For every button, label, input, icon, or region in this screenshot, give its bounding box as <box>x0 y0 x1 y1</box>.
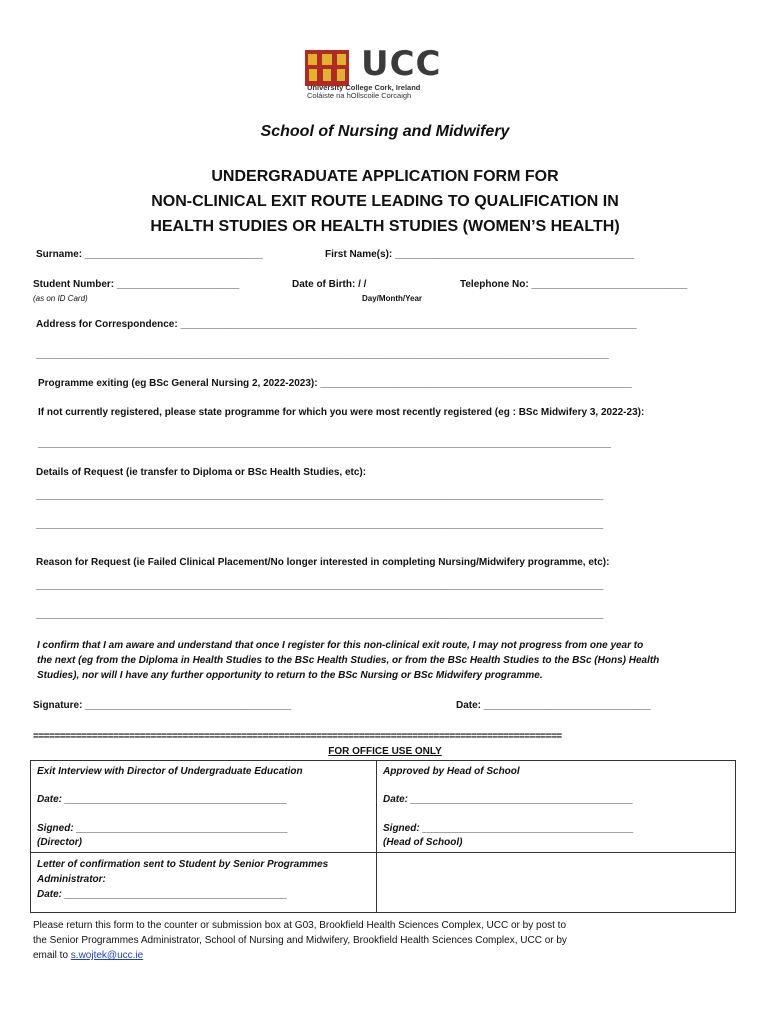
head-role: (Head of School) <box>383 837 463 848</box>
footer-line3 <box>33 950 143 961</box>
student-number-field[interactable]: Student Number: ______________________ <box>33 279 240 290</box>
exit-interview-title: Exit Interview with Director of Undergraduate Education <box>37 766 303 777</box>
details-line1[interactable]: ______________________________________________________________________________________________________ <box>36 490 604 501</box>
form-title-line2: NON-CLINICAL EXIT ROUTE LEADING TO QUALIFICATION IN <box>151 193 619 210</box>
school-name: School of Nursing and Midwifery <box>260 123 510 140</box>
signature-field[interactable]: Signature: _____________________________________ <box>33 700 292 711</box>
reason-line1[interactable]: ______________________________________________________________________________________________________ <box>36 580 604 591</box>
table-divider-vertical <box>376 761 377 913</box>
footer-line1: Please return this form to the counter or submission box at G03, Brookfield Health Sciences Complex, UCC or by post to <box>33 920 567 931</box>
section-divider: =================================================================================================== <box>33 731 562 742</box>
director-signed-field[interactable]: Signed: ______________________________________ <box>37 823 288 834</box>
confirmation-line2: the next (eg from the Diploma in Health Studies to the BSc Health Studies, or from the BSc Health Studies to the BSc (Hons) Health <box>37 655 660 666</box>
details-line2[interactable]: ______________________________________________________________________________________________________ <box>36 519 604 530</box>
first-names-field[interactable]: First Name(s): ___________________________________________ <box>325 249 635 260</box>
form-title-line3: HEALTH STUDIES OR HEALTH STUDIES (WOMEN’S HEALTH) <box>150 218 620 235</box>
footer-line2: the Senior Programmes Administrator, School of Nursing and Midwifery, Brookfield Health Sciences Complex, UCC or by <box>33 935 567 946</box>
office-use-heading: FOR OFFICE USE ONLY <box>328 746 442 757</box>
form-title-line1: UNDERGRADUATE APPLICATION FORM FOR <box>211 168 559 185</box>
date-of-birth-note: Day/Month/Year <box>362 294 423 303</box>
head-signed-field[interactable]: Signed: ______________________________________ <box>383 823 634 834</box>
confirmation-line1: I confirm that I am aware and understand that once I register for this non-clinical exit route, I may not progress from one year to <box>37 640 644 651</box>
approved-head-title: Approved by Head of School <box>383 766 520 777</box>
director-date-field[interactable]: Date: ________________________________________ <box>37 794 288 805</box>
table-divider-horizontal <box>31 852 736 853</box>
ucc-wordmark: UCC <box>361 44 442 84</box>
programme-exiting-field[interactable]: Programme exiting (eg BSc General Nursing 2, 2022-2023): ________________________________________________________ <box>38 378 632 389</box>
logo-subtitle-english: University College Cork, Ireland <box>307 83 421 92</box>
logo-subtitle-irish: Coláiste na hOllscoile Corcaigh <box>307 91 412 100</box>
email-link[interactable]: s.wojtek@ucc.ie <box>70 950 144 961</box>
reason-line2[interactable]: ______________________________________________________________________________________________________ <box>36 609 604 620</box>
ucc-logo <box>305 44 465 100</box>
letter-confirmation-line1: Letter of confirmation sent to Student by Senior Programmes <box>37 859 329 870</box>
address-line2[interactable]: _______________________________________________________________________________________________________ <box>36 349 609 360</box>
reason-request-label: Reason for Request (ie Failed Clinical Placement/No longer interested in completing Nursing/Midwifery programme, etc): <box>36 557 610 568</box>
telephone-field[interactable]: Telephone No: ____________________________ <box>460 279 688 290</box>
surname-field[interactable]: Surname: ________________________________ <box>36 249 263 260</box>
student-number-note: (as on ID Card) <box>33 294 88 303</box>
signature-date-field[interactable]: Date: ______________________________ <box>456 700 651 711</box>
letter-confirmation-line2: Administrator: <box>37 874 106 885</box>
confirmation-line3: Studies), nor will I have any further opportunity to return to the BSc Nursing or BSc Midwifery programme. <box>37 670 543 681</box>
details-request-label: Details of Request (ie transfer to Diploma or BSc Health Studies, etc): <box>36 467 367 478</box>
recent-programme-line[interactable]: _______________________________________________________________________________________________________ <box>38 438 611 449</box>
director-role: (Director) <box>37 837 83 848</box>
date-of-birth-field[interactable]: Date of Birth: / / <box>292 279 367 290</box>
ucc-crest-icon <box>305 50 349 86</box>
letter-date-field[interactable]: Date: ________________________________________ <box>37 889 288 900</box>
footer-email-prefix: email to <box>33 950 71 961</box>
recent-programme-label: If not currently registered, please state programme for which you were most recently registered (eg : BSc Midwifery 3, 2022-23): <box>38 407 645 418</box>
office-use-table <box>30 760 736 913</box>
head-date-field[interactable]: Date: ________________________________________ <box>383 794 634 805</box>
address-field[interactable]: Address for Correspondence: __________________________________________________________________________________ <box>36 319 637 330</box>
